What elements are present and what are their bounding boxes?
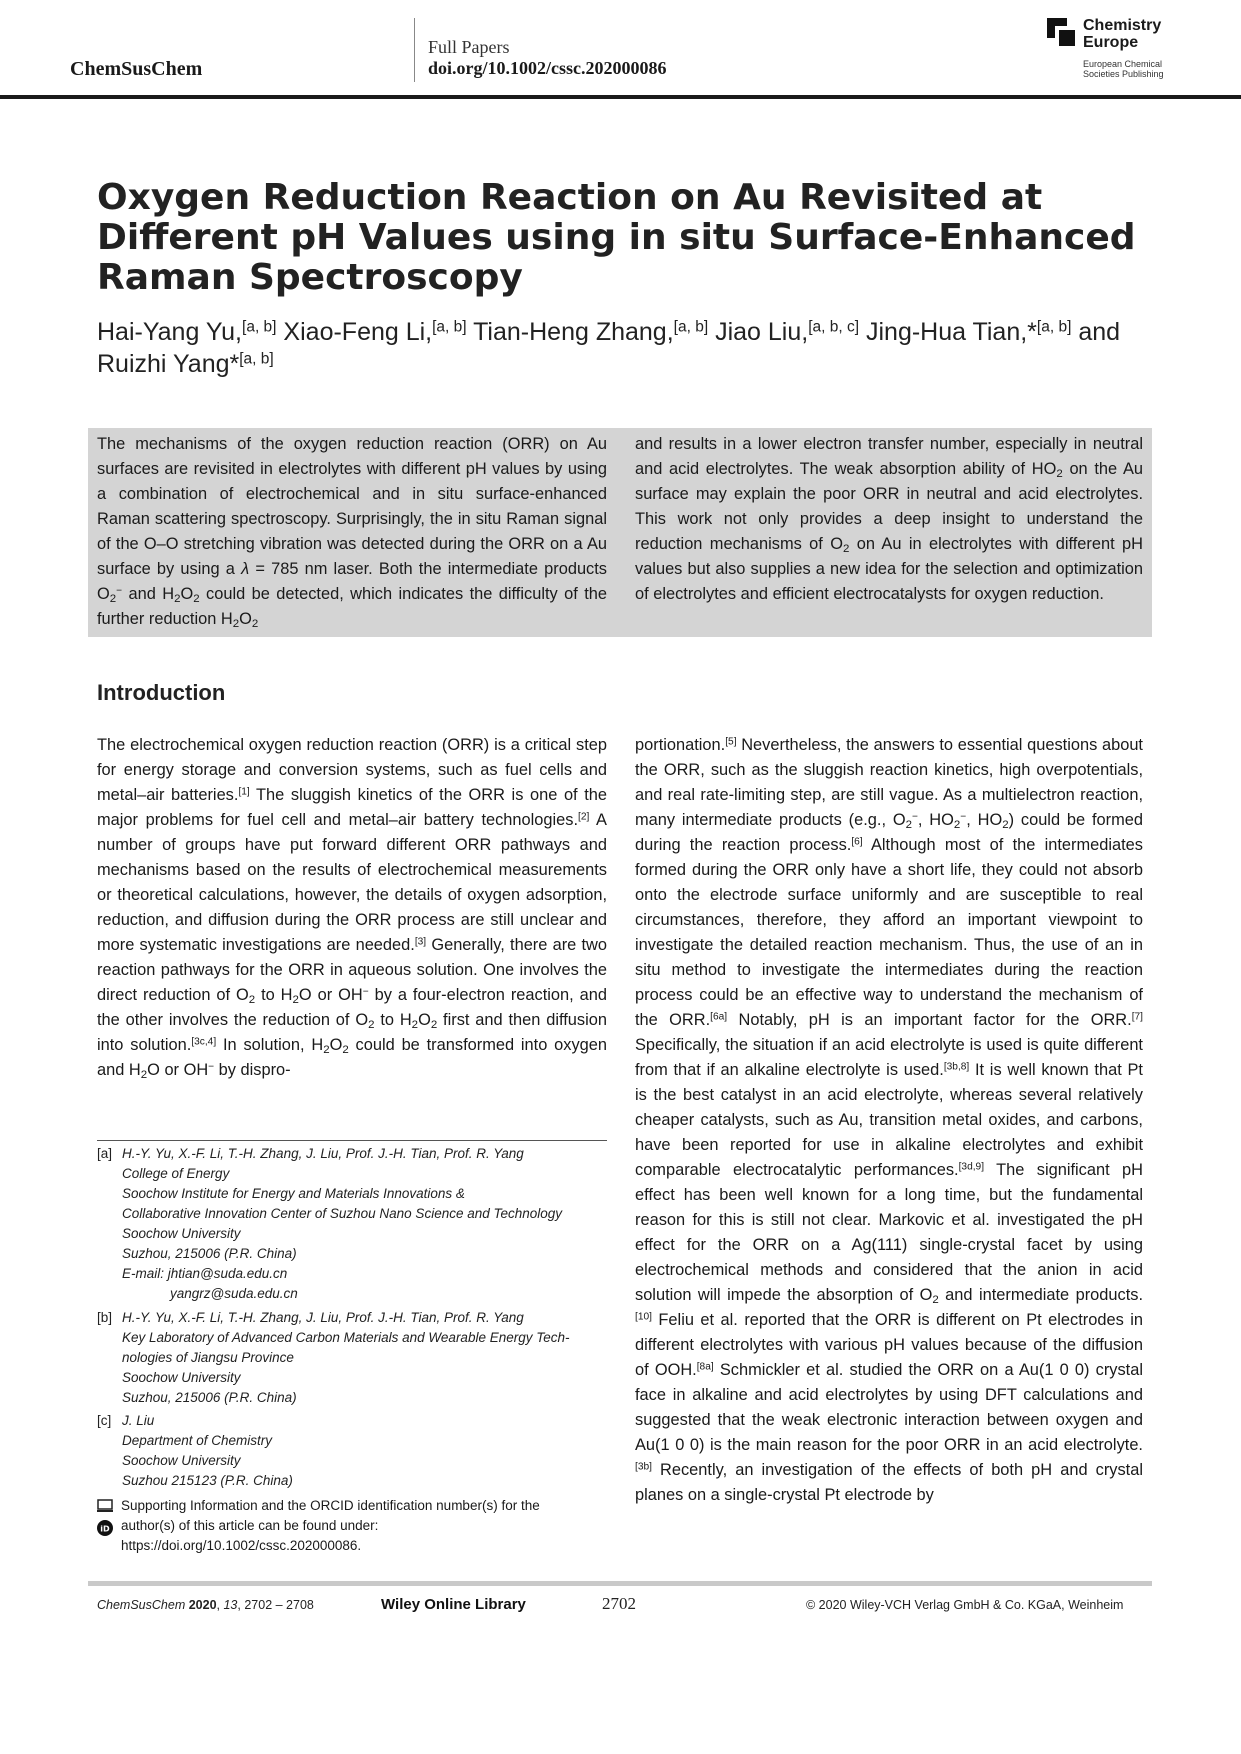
abstract-text: = 785 nm laser. Both the intermediate products O	[97, 560, 608, 603]
body-text: Notably, pH is an important factor for the ORR.	[727, 1011, 1132, 1029]
footnote-line: nologies of Jiangsu Province	[122, 1350, 294, 1365]
wiley-online-library-link[interactable]: Wiley Online Library	[381, 1596, 526, 1613]
body-paragraph	[97, 733, 607, 1083]
lambda-symbol: λ	[241, 560, 250, 578]
body-text: O or OH	[298, 986, 363, 1004]
author-list	[97, 316, 1177, 380]
abstract-paragraph	[97, 432, 607, 632]
body-text: Recently, an investigation of the effects of both pH and crystal planes on a single-crystal Pt electrode by	[635, 1461, 1143, 1504]
footnote-line: Soochow Institute for Energy and Materials Innovations &	[122, 1186, 465, 1201]
body-text: Schmickler et al. studied the ORR on a Au(1 0 0) crystal face in alkaline and acid electrolytes by using DFT calculations and suggested that the weak electronic interaction between oxygen and Au(1 0 0) is the main reason for the poor ORR in an acid electrolyte.	[635, 1361, 1143, 1454]
footnote-line: Suzhou 215123 (P.R. China)	[122, 1473, 293, 1488]
footnote-line: J. Liu	[122, 1413, 155, 1428]
subscript: 2	[174, 592, 181, 605]
subscript: 2	[323, 1043, 330, 1056]
publisher-name: Chemistry Europe	[1083, 17, 1162, 51]
article-type: Full Papers	[428, 37, 510, 57]
chemistry-europe-logo-icon	[1047, 18, 1079, 50]
citation[interactable]: [3b,8]	[943, 1061, 970, 1073]
citation[interactable]: [3b]	[635, 1461, 652, 1473]
subscript: 2	[1002, 818, 1009, 831]
abstract-text: O	[180, 585, 194, 603]
citation[interactable]: [10]	[635, 1311, 652, 1323]
citation[interactable]: [6a]	[710, 1011, 728, 1023]
footnote-line: H.-Y. Yu, X.-F. Li, T.-H. Zhang, J. Liu, Prof. J.-H. Tian, Prof. R. Yang	[122, 1310, 524, 1325]
author-affiliation: [a, b]	[1036, 318, 1072, 336]
footnote-label: [a]	[97, 1146, 113, 1161]
body-text: O	[418, 1011, 431, 1029]
abstract-text: could be detected, which indicates the difficulty of the further reduction H	[97, 585, 607, 628]
si-line: author(s) of this article can be found under:	[121, 1518, 379, 1533]
footnote-line: Department of Chemistry	[122, 1433, 273, 1448]
superscript: −	[960, 811, 967, 823]
subscript: 2	[248, 993, 256, 1006]
footnote-label: [c]	[97, 1413, 112, 1428]
footer-volume: 13	[223, 1598, 238, 1612]
subscript: 2	[430, 1018, 438, 1031]
body-paragraph	[635, 733, 1143, 1508]
subscript: 2	[232, 617, 240, 630]
body-text: It is well known that Pt is the best catalyst in an acid electrolyte, whereas several relatively cheaper catalysts, such as Au, transition metal oxides, and carbons, have been reported for use in alkaline electrolytes and exhibit comparable electrocatalytic performances.	[635, 1061, 1143, 1179]
body-text: , HO	[917, 811, 954, 829]
abstract-text: O	[239, 610, 252, 628]
body-text: first and then diffusion into solution.	[97, 1011, 607, 1054]
subscript: 2	[411, 1018, 419, 1031]
body-text: O	[329, 1036, 343, 1054]
header-divider	[414, 18, 415, 82]
section-heading: Introduction	[97, 680, 226, 705]
footnote-line: College of Energy	[122, 1166, 230, 1181]
abstract-text: and H	[122, 585, 175, 603]
subscript: 2	[368, 1018, 375, 1031]
body-text: Nevertheless, the answers to essential questions about the ORR, such as the sluggish reaction kinetics, high overpotentials, and real rate-limiting step, are still vague. As a multielectron reaction, many intermediate products (e.g., O	[635, 736, 1143, 829]
body-text: portionation.	[635, 736, 726, 754]
header-rule	[0, 95, 1241, 99]
author-affiliation: [a, b, c]	[808, 318, 860, 336]
superscript: −	[208, 1061, 215, 1073]
body-text: The sluggish kinetics of the ORR is one of the major problems for fuel cell and metal–air battery technologies.	[97, 786, 607, 829]
body-text: could be transformed into oxygen and H	[97, 1036, 608, 1079]
citation[interactable]: [3]	[414, 936, 427, 948]
copyright-notice: © 2020 Wiley-VCH Verlag GmbH & Co. KGaA, Weinheim	[806, 1598, 1124, 1612]
citation[interactable]: [1]	[238, 786, 250, 798]
body-text: The electrochemical oxygen reduction reaction (ORR) is a critical step for energy storage and conversion systems, such as fuel cells and metal–air batteries.	[97, 736, 607, 804]
author-name: Jing-Hua Tian,*	[859, 318, 1037, 346]
citation[interactable]: [8a]	[696, 1361, 714, 1373]
subscript: 2	[292, 993, 299, 1006]
citation[interactable]: [3c,4]	[191, 1036, 217, 1048]
journal-name: ChemSusChem	[70, 58, 203, 80]
intro-right-column	[635, 733, 1143, 1508]
footnote-rule	[97, 1140, 607, 1141]
abstract-text: and results in a lower electron transfer number, especially in neutral and acid electrolytes. The weak absorption ability of HO	[635, 435, 1143, 478]
body-text: by dispro-	[214, 1061, 291, 1079]
abstract-paragraph	[635, 432, 1143, 607]
citation[interactable]: [7]	[1131, 1011, 1143, 1023]
svg-text:iD: iD	[100, 1524, 110, 1534]
si-link[interactable]: https://doi.org/10.1002/cssc.202000086.	[121, 1538, 362, 1553]
author-name: Hai-Yang Yu,	[97, 318, 243, 346]
citation[interactable]: [3d,9]	[958, 1161, 985, 1173]
footnote-label: [b]	[97, 1310, 113, 1325]
author-name: Jiao Liu,	[708, 318, 809, 346]
subscript: 2	[251, 617, 259, 630]
supporting-info-note	[97, 1496, 617, 1556]
publisher-subtitle-line1: European Chemical	[1083, 59, 1163, 69]
superscript: −	[116, 585, 123, 597]
abstract-text: on the Au surface may explain the poor ORR in neutral and acid electrolytes. This work not only provides a deep insight to understand the reduction mechanisms of O	[635, 460, 1143, 553]
footer-citation: ChemSusChem 2020, 13, 2702 – 2708	[97, 1598, 314, 1612]
author-affiliation: [a, b]	[242, 318, 277, 336]
page-number: 2702	[602, 1594, 636, 1613]
footer-year: 2020	[188, 1598, 217, 1612]
subscript: 2	[842, 542, 850, 555]
si-line: Supporting Information and the ORCID identification number(s) for the	[121, 1498, 540, 1513]
superscript: −	[911, 811, 918, 823]
body-text: O or OH	[147, 1061, 209, 1079]
affiliation-footnote-c	[97, 1411, 617, 1491]
footnote-line: Suzhou, 215006 (P.R. China)	[122, 1246, 297, 1261]
footnote-line: Soochow University	[122, 1453, 241, 1468]
footnote-line: Soochow University	[122, 1370, 241, 1385]
affiliation-footnote-a	[97, 1144, 617, 1304]
author-name: Ruizhi Yang*	[97, 350, 240, 378]
footnote-line: Collaborative Innovation Center of Suzhou Nano Science and Technology	[122, 1206, 563, 1221]
citation[interactable]: [6]	[851, 836, 863, 848]
subscript: 2	[140, 1068, 148, 1081]
body-text: to H	[374, 1011, 412, 1029]
abstract-text: on Au in electrolytes with different pH values but also supplies a new idea for the selection and optimization of electrolytes and efficient electrocatalysts for oxygen reduction.	[635, 535, 1143, 603]
subscript: 2	[932, 1293, 939, 1306]
intro-left-column	[97, 733, 607, 1083]
footnote-line: Soochow University	[122, 1226, 241, 1241]
abstract-text: The mechanisms of the oxygen reduction reaction (ORR) on Au surfaces are revisited in electrolytes with different pH values by using a combination of electrochemical and in situ surface-enhanced Raman scattering spectroscopy. Surprisingly, the in situ Raman signal of the O–O stretching vibration was detected during the ORR on a Au surface by using a	[97, 435, 607, 578]
publisher-subtitle	[1083, 59, 1164, 79]
footer-rule	[88, 1581, 1152, 1586]
footnote-line: Suzhou, 215006 (P.R. China)	[122, 1390, 297, 1405]
body-text: and intermediate products.	[938, 1286, 1144, 1304]
article-title: Oxygen Reduction Reaction on Au Revisited at Different pH Values using in situ Surface-Enhanced Raman Spectroscopy	[97, 177, 1136, 298]
citation[interactable]: [2]	[578, 811, 590, 823]
footer-journal: ChemSusChem	[97, 1598, 186, 1612]
body-text: In solution, H	[216, 1036, 324, 1054]
body-text: A number of groups have put forward different ORR pathways and mechanisms based on the results of electrochemical measurements or theoretical calculations, however, the details of oxygen adsorption, reduction, and diffusion during the ORR process are still unclear and more systematic investigations are needed.	[97, 811, 607, 954]
footnote-line: Key Laboratory of Advanced Carbon Materials and Wearable Energy Tech-	[122, 1330, 570, 1345]
author-conjunction: and	[1071, 318, 1121, 346]
subscript: 2	[953, 818, 961, 831]
body-text: ) could be formed during the reaction process.	[635, 811, 1143, 854]
superscript: −	[362, 986, 369, 998]
body-text: to H	[255, 986, 293, 1004]
publisher-subtitle-line2: Societies Publishing	[1083, 69, 1164, 79]
abstract-right-column	[635, 432, 1143, 607]
body-text: Specifically, the situation if an acid electrolyte is used is quite different from that if an alkaline electrolyte is used.	[635, 1036, 1143, 1079]
author-name: Tian-Heng Zhang,	[466, 318, 674, 346]
body-text: The significant pH effect has been well known for a long time, but the fundamental reason for this is still not clear. Markovic et al. investigated the pH effect for the ORR on a Ag(111) single-crystal facet by using electrochemical methods and considered that the anion in acid solution will impede the absorption of O	[635, 1161, 1143, 1304]
citation[interactable]: [5]	[725, 736, 737, 748]
body-text: Although most of the intermediates formed during the ORR only have a short life, they could not absorb onto the electrode surface uniformly and are susceptible to real circumstances, therefore, they afford an important viewpoint to investigate the detailed reaction mechanism. Thus, the use of an in situ method to investigate the intermediates during the reaction process could be an effective way to understand the mechanism of the ORR.	[635, 836, 1143, 1029]
body-text: , HO	[966, 811, 1003, 829]
subscript: 2	[193, 592, 200, 605]
subscript: 2	[342, 1043, 349, 1056]
author-affiliation: [a, b]	[239, 350, 274, 368]
affiliation-footnote-b	[97, 1308, 617, 1408]
doi-link[interactable]: doi.org/10.1002/cssc.202000086	[428, 58, 667, 78]
subscript: 2	[109, 592, 117, 605]
email-line[interactable]: E-mail: jhtian@suda.edu.cn	[122, 1266, 288, 1281]
email-line[interactable]: yangrz@suda.edu.cn	[170, 1286, 298, 1301]
footnote-line: H.-Y. Yu, X.-F. Li, T.-H. Zhang, J. Liu, Prof. J.-H. Tian, Prof. R. Yang	[122, 1146, 524, 1161]
abstract-left-column	[97, 432, 607, 632]
footer-pages: , 2702 – 2708	[237, 1598, 314, 1612]
body-text: by a four-electron reaction, and the other involves the reduction of O	[97, 986, 607, 1029]
subscript: 2	[1056, 467, 1063, 480]
author-affiliation: [a, b]	[673, 318, 709, 336]
body-text: Generally, there are two reaction pathways for the ORR in aqueous solution. One involves the direct reduction of O	[97, 936, 607, 1004]
subscript: 2	[905, 818, 912, 831]
body-text: Feliu et al. reported that the ORR is different on Pt electrodes in different electrolytes with various pH values because of the diffusion of OOH.	[635, 1311, 1143, 1379]
author-affiliation: [a, b]	[432, 318, 467, 336]
author-name: Xiao-Feng Li,	[276, 318, 433, 346]
